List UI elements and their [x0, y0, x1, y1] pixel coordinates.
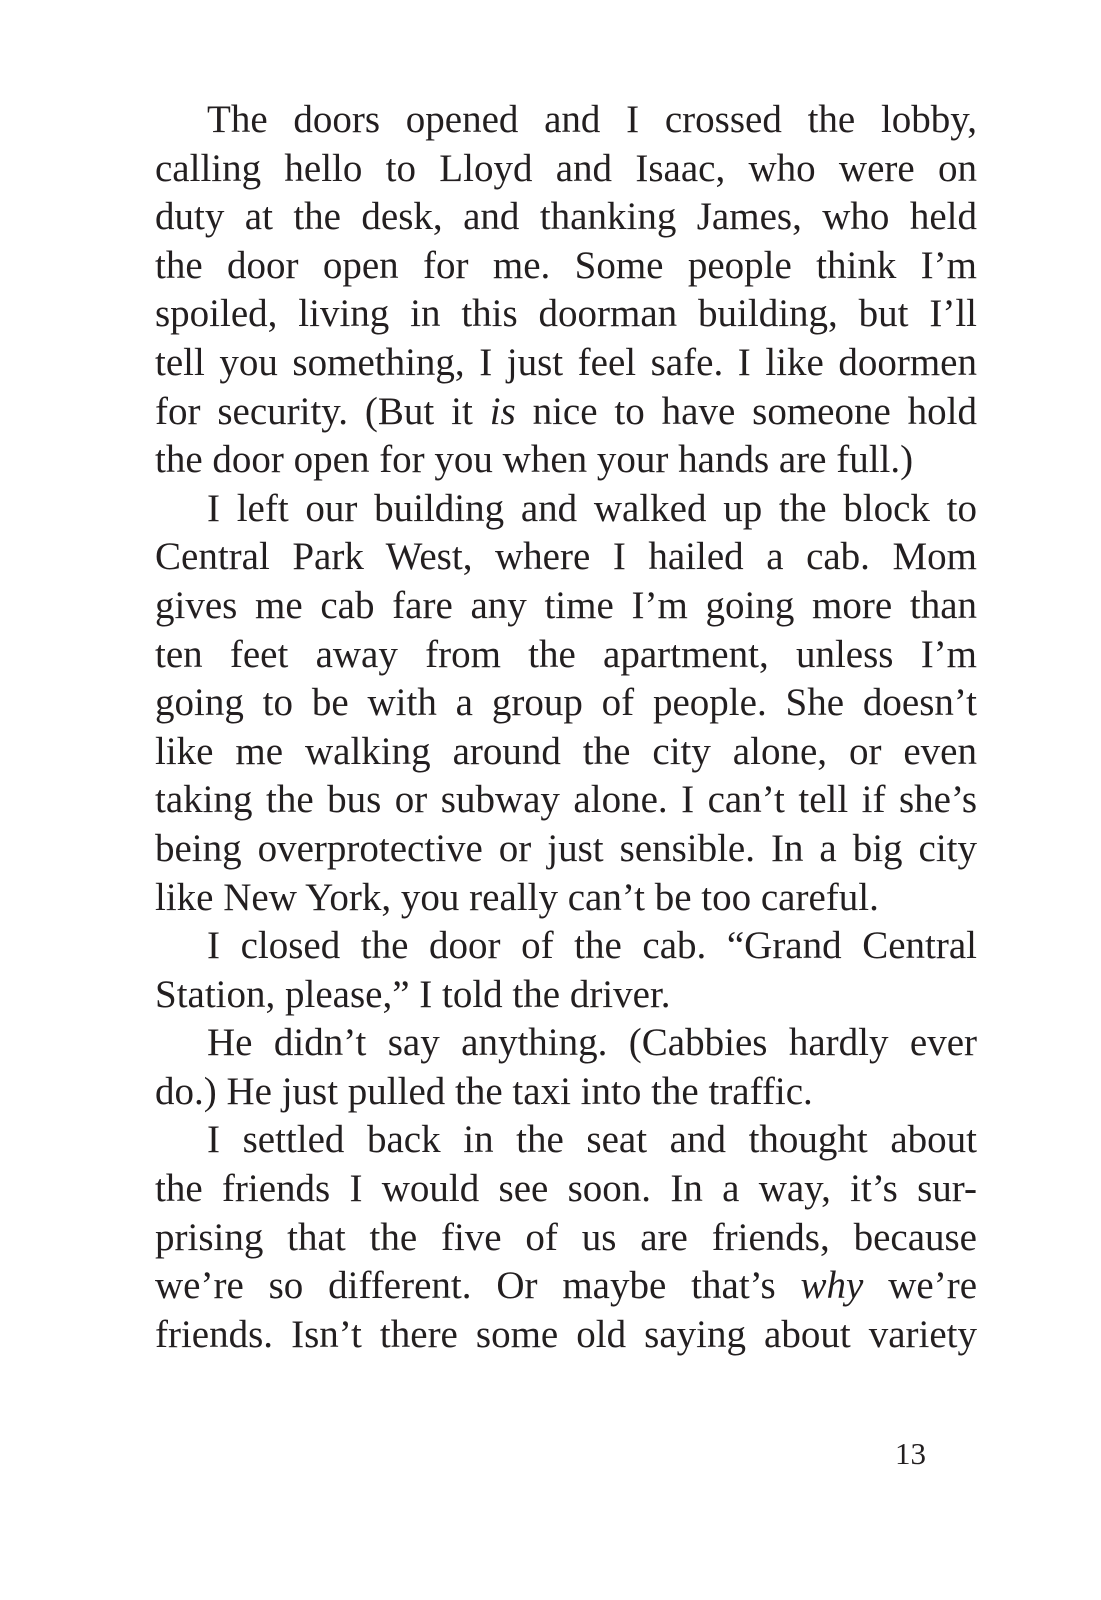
text-line — [155, 728, 977, 777]
text-line — [155, 193, 977, 242]
text-segment: we’re so different. Or maybe that’s — [155, 1264, 801, 1308]
text-segment: tell you something, I just feel safe. I like doormen — [155, 340, 977, 384]
text-line — [155, 971, 977, 1020]
text-segment: gives me cab fare any time I’m going more than — [155, 583, 977, 627]
paragraph — [155, 1116, 977, 1359]
text-segment: like me walking around the city alone, or even — [155, 729, 977, 773]
text-segment: friends. Isn’t there some old saying about variety — [155, 1312, 977, 1356]
text-line — [155, 874, 977, 923]
text-line — [155, 1165, 977, 1214]
text-line — [155, 631, 977, 680]
text-line — [155, 1116, 977, 1165]
text-segment: He didn’t say anything. (Cabbies hardly ever — [207, 1021, 977, 1065]
text-segment: The doors opened and I crossed the lobby, — [207, 98, 977, 141]
text-segment: I left our building and walked up the block to — [207, 486, 977, 530]
text-segment: like New York, you really can’t be too careful. — [155, 875, 879, 919]
paragraph — [155, 922, 977, 1019]
text-line — [155, 485, 977, 534]
text-segment: being overprotective or just sensible. In a big city — [155, 826, 977, 870]
text-segment: calling hello to Lloyd and Isaac, who were on — [155, 146, 977, 190]
text-line — [155, 339, 977, 388]
text-segment: prising that the five of us are friends, because — [155, 1215, 977, 1259]
paragraph — [155, 1019, 977, 1116]
text-segment: do.) He just pulled the taxi into the traffic. — [155, 1069, 813, 1113]
text-line — [155, 1262, 977, 1311]
text-line — [155, 290, 977, 339]
text-segment: going to be with a group of people. She doesn’t — [155, 681, 977, 725]
text-line — [155, 582, 977, 631]
text-segment: Central Park West, where I hailed a cab. Mom — [155, 535, 977, 579]
text-line — [155, 922, 977, 971]
emphasis-text: why — [800, 1264, 864, 1308]
text-segment: I settled back in the seat and thought about — [207, 1118, 977, 1162]
text-segment: spoiled, living in this doorman building, but I’ll — [155, 292, 977, 336]
text-line — [155, 145, 977, 194]
paragraph — [155, 96, 977, 485]
text-segment: the friends I would see soon. In a way, it’s sur- — [155, 1167, 977, 1211]
text-segment: ten feet away from the apartment, unless I’m — [155, 632, 977, 676]
text-segment: the door open for me. Some people think I’m — [155, 243, 977, 287]
text-segment: nice to have someone hold — [515, 389, 977, 433]
text-segment: we’re — [863, 1264, 978, 1308]
text-line — [155, 1311, 977, 1360]
body-text — [155, 96, 977, 1359]
text-segment: I closed the door of the cab. “Grand Central — [207, 924, 977, 968]
text-line — [155, 436, 977, 485]
text-line — [155, 1068, 977, 1117]
text-line — [155, 96, 977, 145]
text-line — [155, 533, 977, 582]
text-segment: the door open for you when your hands are full.) — [155, 438, 914, 482]
text-line — [155, 388, 977, 437]
text-line — [155, 825, 977, 874]
emphasis-text: is — [489, 389, 516, 433]
page-number: 13 — [895, 1436, 926, 1471]
text-line — [155, 776, 977, 825]
text-line — [155, 1019, 977, 1068]
text-line — [155, 242, 977, 291]
text-line — [155, 1214, 977, 1263]
text-segment: taking the bus or subway alone. I can’t tell if she’s — [155, 778, 977, 822]
text-segment: for security. (But it — [155, 389, 490, 433]
paragraph — [155, 485, 977, 922]
text-segment: Station, please,” I told the driver. — [155, 972, 671, 1016]
text-segment: duty at the desk, and thanking James, who held — [155, 195, 977, 239]
text-line — [155, 679, 977, 728]
